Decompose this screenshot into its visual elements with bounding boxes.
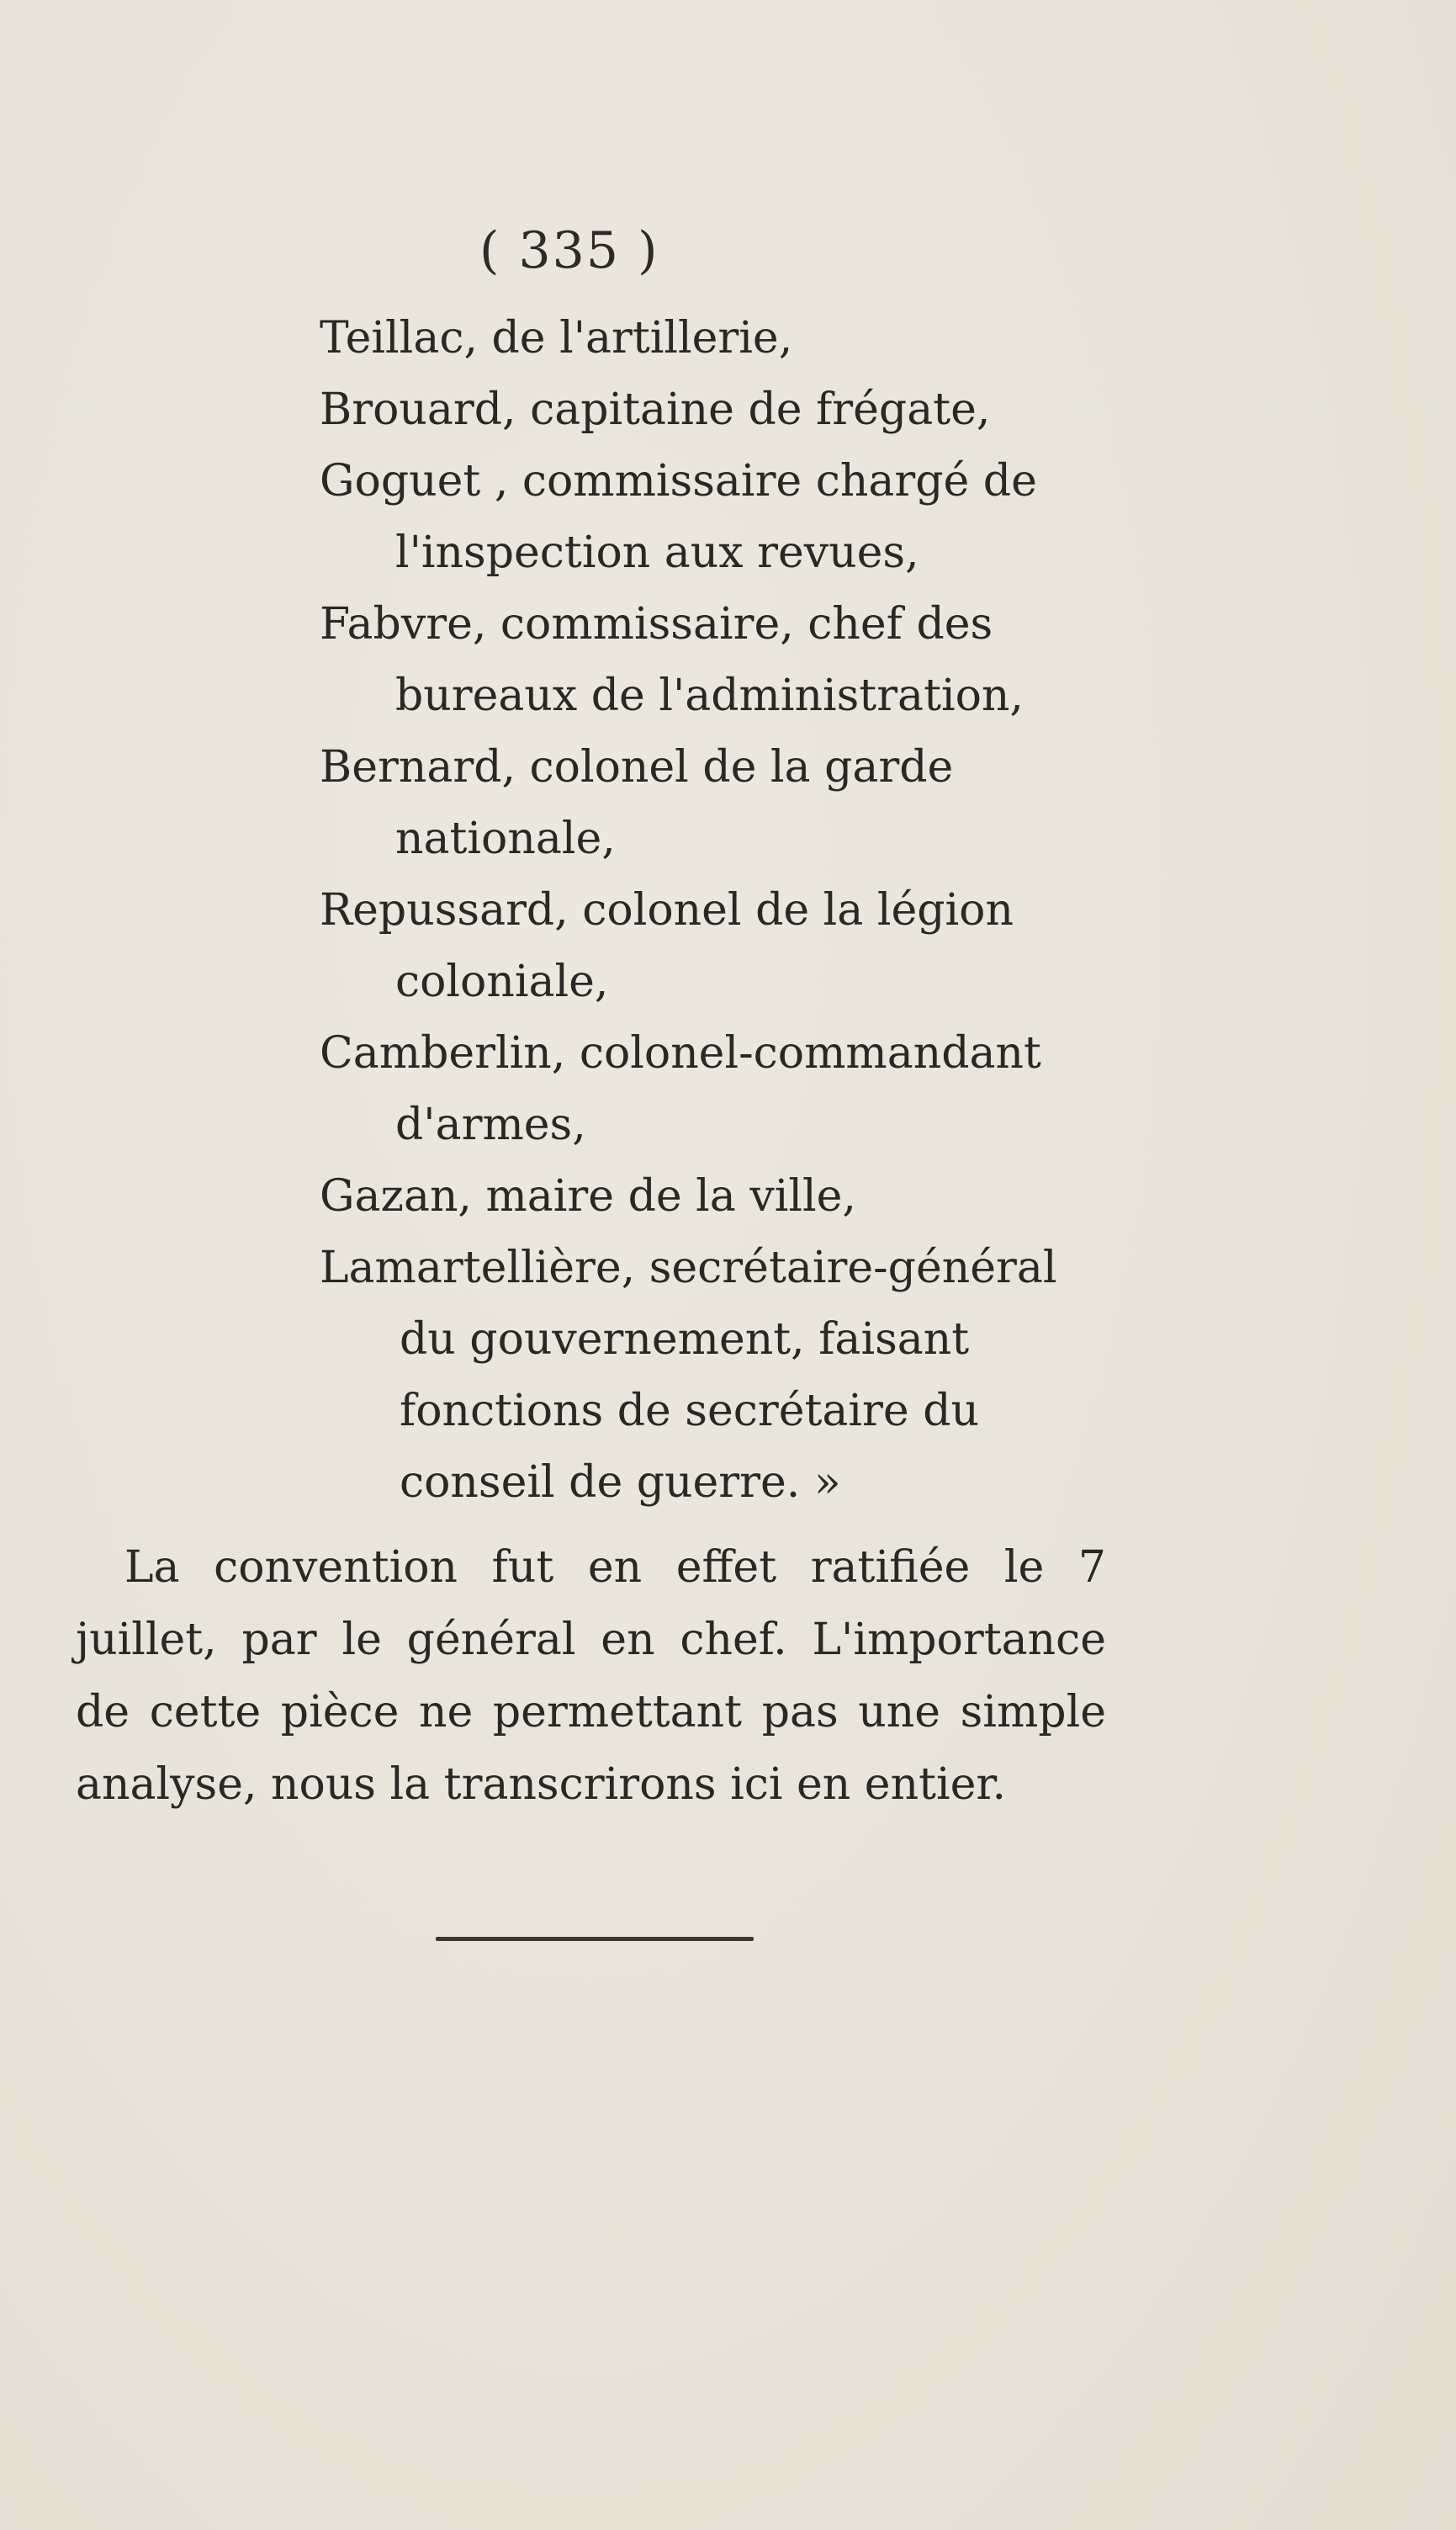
signatory-entry: Camberlin, colonel-commandant d'armes, <box>320 1028 1041 1150</box>
signatory-entry: Repussard, colonel de la légion coloniale, <box>320 885 1014 1007</box>
body-paragraph: La convention fut en effet ratifiée le 7 juillet, par le général en chef. L'importance de cette pièce ne permettant pas une simple analyse, nous la transcrirons ici en entier. <box>76 1542 1106 1810</box>
signatory-list <box>320 303 1102 1519</box>
signatory-entry: Teillac, de l'artillerie, <box>320 313 793 363</box>
signatory-entry: Lamartellière, secrétaire-général du gouvernement, faisant fonctions de secrétaire du conseil de guerre. » <box>320 1243 1057 1508</box>
section-separator <box>436 1937 754 1941</box>
signatory-entry: Gazan, maire de la ville, <box>320 1171 856 1222</box>
page-number: ( 335 ) <box>479 221 659 280</box>
signatory-entry: Goguet , commissaire chargé de l'inspection aux revues, <box>320 456 1037 578</box>
signatory-entry: Fabvre, commissaire, chef des bureaux de l'administration, <box>320 599 1024 721</box>
signatory-entry: Brouard, capitaine de frégate, <box>320 385 991 435</box>
signatory-entry: Bernard, colonel de la garde nationale, <box>320 742 954 864</box>
